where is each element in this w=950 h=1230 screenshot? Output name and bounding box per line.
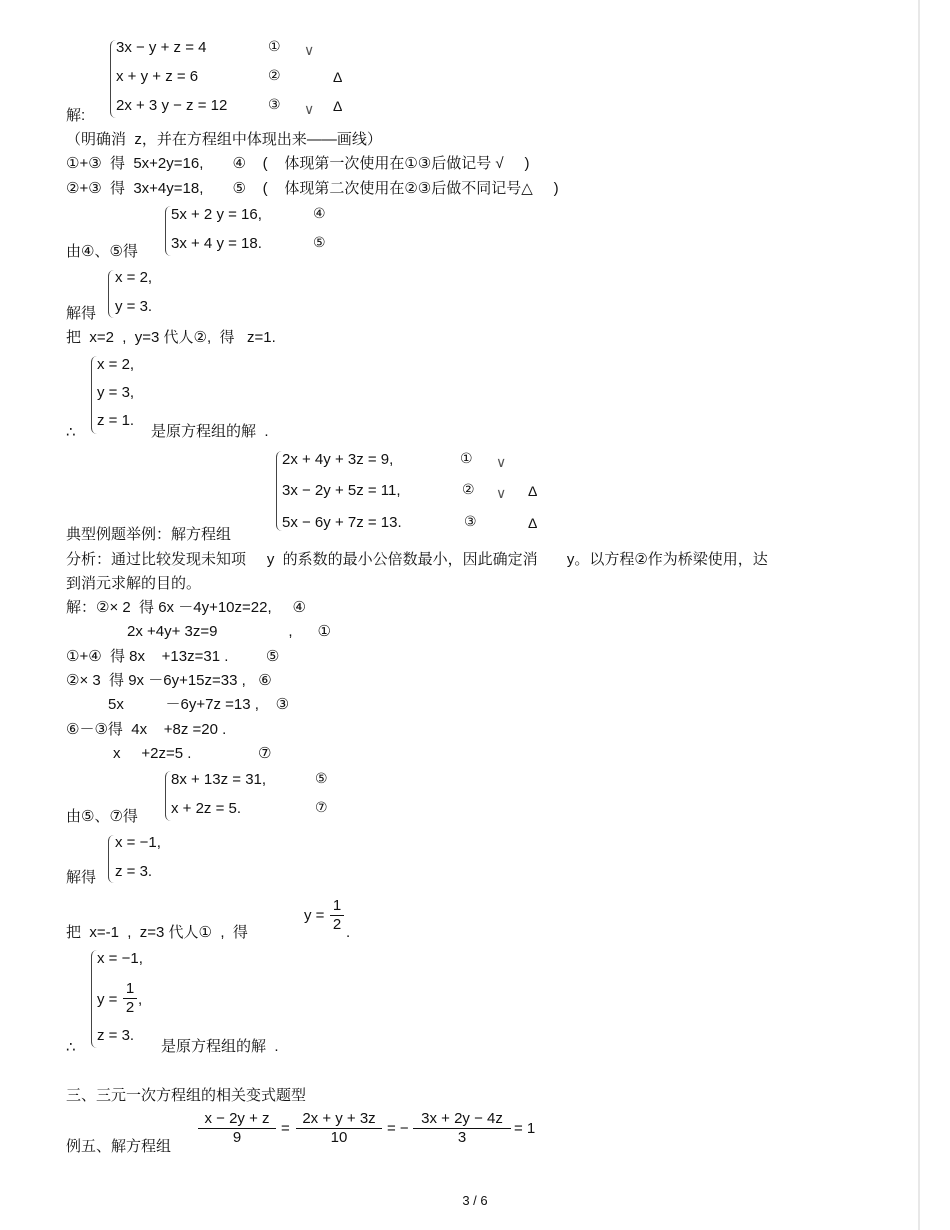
sys2-eq1-number: ④ bbox=[313, 205, 326, 221]
final2-y-lhs: y = bbox=[97, 991, 118, 1008]
therefore-symbol: ∴ bbox=[66, 1039, 76, 1056]
sub2-y-end: . bbox=[346, 924, 351, 941]
check-mark: ∨ bbox=[304, 42, 315, 58]
sub2-y-fraction bbox=[330, 897, 344, 934]
sys2-eq2-number: ⑤ bbox=[313, 234, 326, 250]
fraction-denominator: 10 bbox=[330, 1129, 348, 1146]
sol2-label: 解得 bbox=[66, 869, 97, 886]
example-eq1-number: ① bbox=[460, 450, 473, 466]
example5-equals-a: = bbox=[281, 1120, 290, 1137]
final1-x: x = 2, bbox=[97, 356, 135, 373]
note-eliminate: （明确消 z，并在方程组中体现出来——画线） bbox=[66, 131, 382, 148]
fraction-numerator: 3x + 2y − 4z bbox=[421, 1110, 503, 1127]
substitute-1: 把 x=2 , y=3 代人②, 得 z=1. bbox=[66, 329, 276, 346]
fraction-numerator: x − 2y + z bbox=[204, 1110, 270, 1127]
sys3-label: 由⑤、⑦得 bbox=[66, 808, 138, 825]
fraction-denominator: 3 bbox=[457, 1129, 467, 1146]
section-3-title: 三、三元一次方程组的相关变式题型 bbox=[66, 1087, 307, 1104]
fraction-denominator: 2 bbox=[332, 916, 342, 933]
example-eq3: 5x − 6y + 7z = 13. bbox=[282, 514, 402, 531]
work-line-4: ②× 3 得 9x －6y+15z=33 , ⑥ bbox=[66, 672, 272, 689]
triangle-mark: Δ bbox=[333, 98, 343, 114]
sol2-x: x = −1, bbox=[115, 834, 161, 851]
fraction-numerator: 1 bbox=[332, 897, 342, 914]
sol2-z: z = 3. bbox=[115, 863, 153, 880]
example-label: 典型例题举例：解方程组 bbox=[66, 526, 232, 543]
example-eq1: 2x + 4y + 3z = 9, bbox=[282, 451, 394, 468]
final1-y: y = 3, bbox=[97, 384, 135, 401]
fraction-denominator: 2 bbox=[125, 999, 135, 1016]
sys3-eq2: x + 2z = 5. bbox=[171, 800, 242, 817]
system1-eq2-number: ② bbox=[268, 67, 281, 83]
work-line-6: ⑥－③得 4x +8z =20 . bbox=[66, 721, 227, 738]
sub2-y-lhs: y = bbox=[304, 907, 325, 924]
check-mark: ∨ bbox=[304, 101, 315, 117]
work-line-7: x +2z=5 . ⑦ bbox=[113, 745, 272, 762]
final1-suffix: 是原方程组的解 . bbox=[151, 423, 269, 440]
final2-x: x = −1, bbox=[97, 950, 143, 967]
work-line-1: 解：②× 2 得 6x －4y+10z=22, ④ bbox=[66, 599, 306, 616]
sys3-eq1: 8x + 13z = 31, bbox=[171, 771, 267, 788]
sol1-y: y = 3. bbox=[115, 298, 153, 315]
brace-solution-1 bbox=[108, 270, 114, 318]
system1-label: 解: bbox=[66, 107, 86, 124]
therefore-symbol: ∴ bbox=[66, 424, 76, 441]
sol1-label: 解得 bbox=[66, 305, 97, 322]
fraction-numerator: 1 bbox=[125, 980, 135, 997]
triangle-mark: Δ bbox=[528, 515, 538, 531]
check-mark: ∨ bbox=[496, 454, 507, 470]
analysis-line-2: 到消元求解的目的。 bbox=[66, 575, 202, 592]
analysis-line-1: 分析：通过比较发现未知项 y 的系数的最小公倍数最小，因此确定消 y。以方程②作为桥梁使用，达 bbox=[66, 551, 768, 568]
system1-eq2: x + y + z = 6 bbox=[116, 68, 199, 85]
example-eq2: 3x − 2y + 5z = 11, bbox=[282, 482, 401, 499]
triangle-mark: Δ bbox=[528, 483, 538, 499]
fraction-numerator: 2x + y + 3z bbox=[302, 1110, 376, 1127]
sys2-eq1: 5x + 2 y = 16, bbox=[171, 206, 262, 223]
sys2-label: 由④、⑤得 bbox=[66, 243, 138, 260]
sol1-x: x = 2, bbox=[115, 269, 153, 286]
triangle-mark: Δ bbox=[333, 69, 343, 85]
fraction-denominator: 9 bbox=[232, 1129, 242, 1146]
step-1: ①+③ 得 5x+2y=16, ④ ( 体现第一次使用在①③后做记号 √ ) bbox=[66, 155, 530, 172]
system1-eq1-number: ① bbox=[268, 38, 281, 54]
work-line-3: ①+④ 得 8x +13z=31 . ⑤ bbox=[66, 648, 280, 665]
substitute-2: 把 x=-1 , z=3 代人① , 得 bbox=[66, 924, 248, 941]
example-eq2-number: ② bbox=[462, 481, 475, 497]
check-mark: ∨ bbox=[496, 485, 507, 501]
system1-eq3: 2x + 3 y − z = 12 bbox=[116, 97, 228, 114]
sys2-eq2: 3x + 4 y = 18. bbox=[171, 235, 262, 252]
example5-equals-b: = − bbox=[387, 1120, 409, 1137]
work-line-2: 2x +4y+ 3z=9 , ① bbox=[127, 623, 331, 640]
final2-y-fraction bbox=[123, 980, 137, 1017]
brace-solution-2 bbox=[108, 835, 114, 883]
page-number: 3 / 6 bbox=[462, 1193, 488, 1208]
final2-z: z = 3. bbox=[97, 1027, 135, 1044]
step-2: ②+③ 得 3x+4y=18, ⑤ ( 体现第二次使用在②③后做不同记号△ ) bbox=[66, 180, 559, 197]
example5-fraction-3 bbox=[413, 1110, 511, 1147]
page-edge bbox=[918, 0, 920, 1230]
example-eq3-number: ③ bbox=[464, 513, 477, 529]
work-line-5: 5x －6y+7z =13 , ③ bbox=[108, 696, 290, 713]
example5-equals-c: = 1 bbox=[514, 1120, 536, 1137]
example5-label: 例五、解方程组 bbox=[66, 1138, 172, 1155]
final2-y-end: , bbox=[138, 991, 143, 1008]
sys3-eq1-number: ⑤ bbox=[315, 770, 328, 786]
example5-fraction-1 bbox=[198, 1110, 276, 1147]
final1-z: z = 1. bbox=[97, 412, 135, 429]
final2-suffix: 是原方程组的解 . bbox=[161, 1038, 279, 1055]
example5-fraction-2 bbox=[296, 1110, 382, 1147]
system1-eq1: 3x − y + z = 4 bbox=[116, 39, 207, 56]
system1-eq3-number: ③ bbox=[268, 96, 281, 112]
sys3-eq2-number: ⑦ bbox=[315, 799, 328, 815]
